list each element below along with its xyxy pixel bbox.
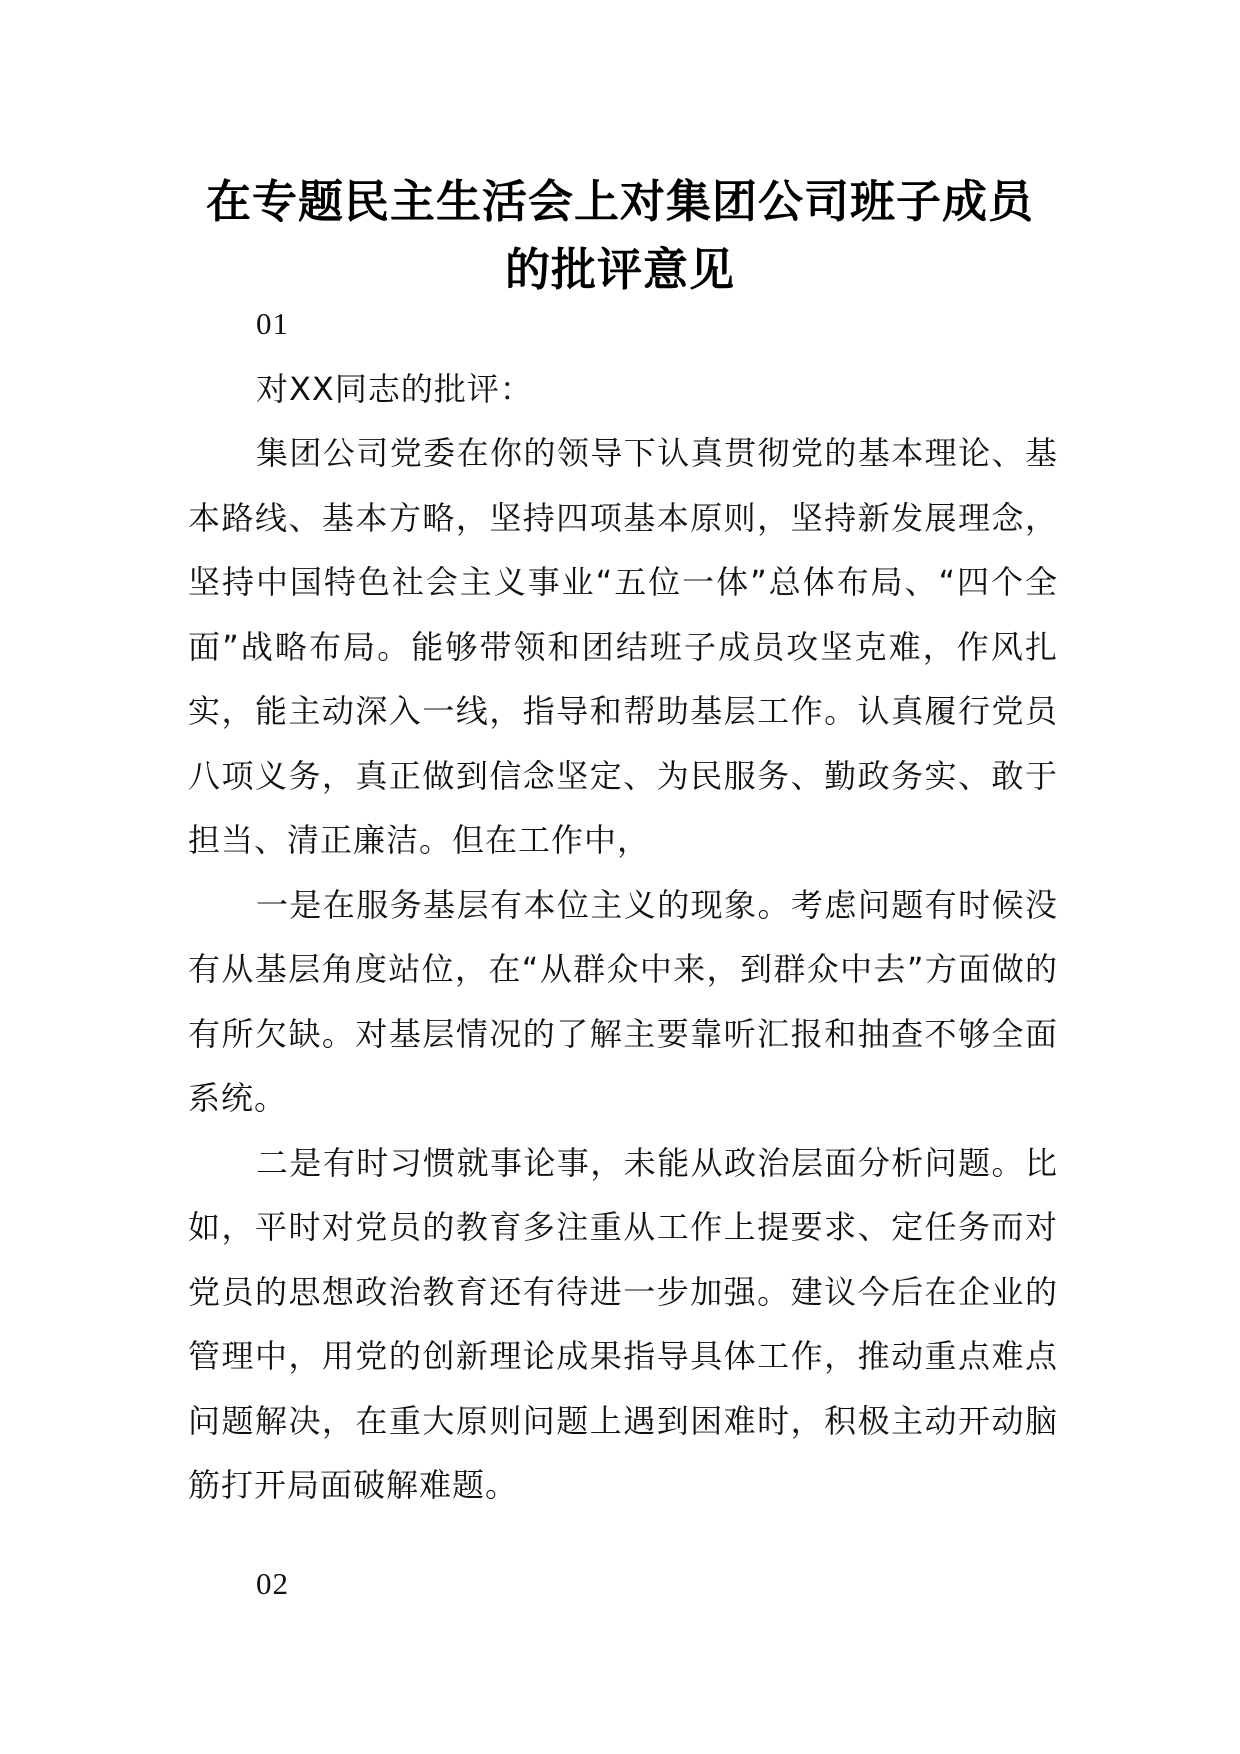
paragraph-issue-two: 二是有时习惯就事论事，未能从政治层面分析问题。比如，平时对党员的教育多注重从工作上提要求、定任务而对党员的思想政治教育还有待进一步加强。建议今后在企业的管理中，用党的创新理论成果指导具体工作，推动重点难点问题解决，在重大原则问题上遇到困难时，积极主动开动脑筋打开局面破解难题。 bbox=[188, 1143, 1058, 1504]
paragraph-issue-one: 一是在服务基层有本位主义的现象。考虑问题有时候没有从基层角度站位，在“从群众中来，到群众中去”方面做的有所欠缺。对基层情况的了解主要靠听汇报和抽查不够全面系统。 bbox=[188, 885, 1058, 1117]
section-heading: 对XX同志的批评： bbox=[256, 369, 533, 408]
title-line-1: 在专题民主生活会上对集团公司班子成员 bbox=[205, 175, 1034, 228]
document-title bbox=[180, 168, 1060, 304]
document-body bbox=[188, 292, 1058, 1616]
title-line-2: 的批评意见 bbox=[504, 243, 735, 296]
section-number-01: 01 bbox=[256, 306, 289, 341]
section-spacer bbox=[188, 1518, 1058, 1552]
paragraph-evaluation: 集团公司党委在你的领导下认真贯彻党的基本理论、基本路线、基本方略，坚持四项基本原则，坚持新发展理念，坚持中国特色社会主义事业“五位一体”总体布局、“四个全面”战略布局。能够带领和团结班子成员攻坚克难，作风扎实，能主动深入一线，指导和帮助基层工作。认真履行党员八项义务，真正做到信念坚定、为民服务、勤政务实、敢于担当、清正廉洁。但在工作中， bbox=[188, 434, 1058, 859]
section-number-02: 02 bbox=[256, 1565, 289, 1601]
